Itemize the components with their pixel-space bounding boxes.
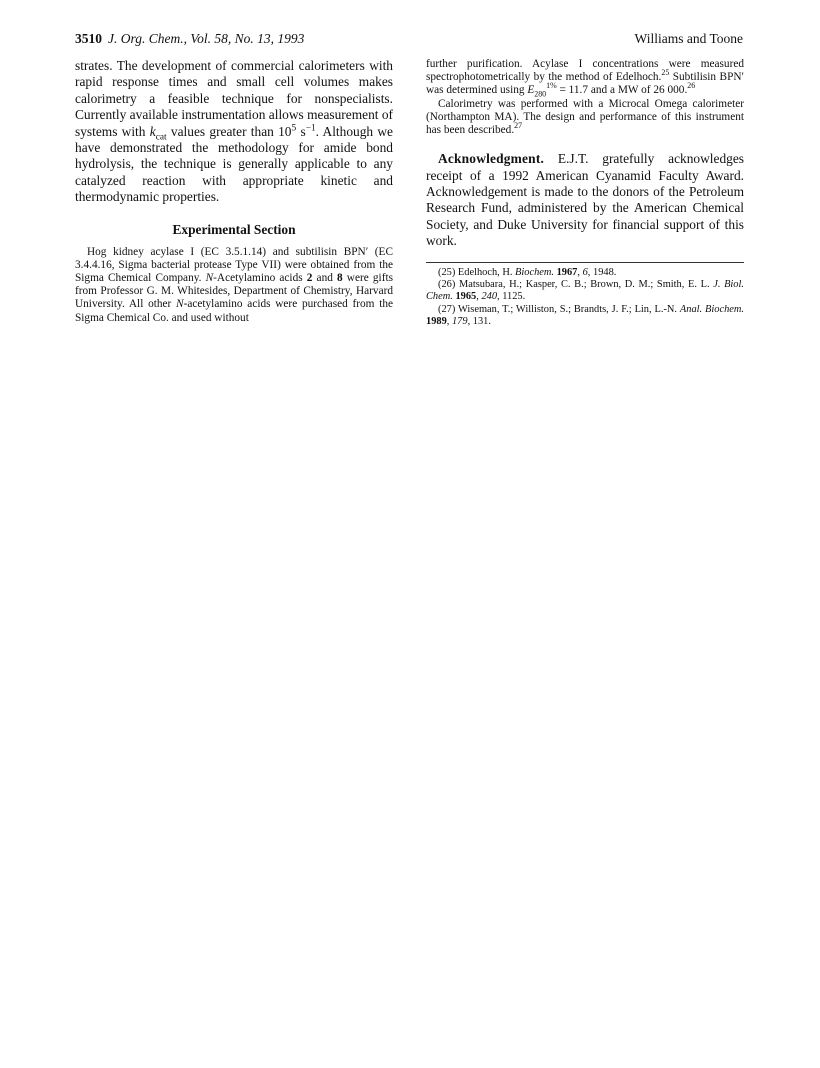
text-run: Hog kidney acylase I (EC 3.5.1.14) and subtilisin BPN′ (EC 3.4.4.16, Sigma bacterial protease Type VII) were obtained from the Sigma Chemical Company. — [75, 245, 393, 285]
footnote-volume: 6 — [582, 266, 588, 278]
text-run: E.J.T. gratefully acknowledges receipt of a 1992 American Cyanamid Faculty Award. Acknowledgement is made to the donors of the Petroleum Research Fund, administered by the American Chemical Society, and Duke University for financial support of this work. — [426, 151, 744, 249]
header-left — [75, 31, 304, 47]
text-run: Subtilisin BPN′ was determined using — [426, 71, 744, 97]
italic-n: N — [205, 272, 214, 285]
footnote-journal: Biochem. — [515, 266, 554, 278]
text-run: -Acetylamino acids — [213, 272, 307, 285]
text-run: , — [446, 316, 452, 328]
compound-number: 8 — [337, 272, 343, 285]
text-run: values greater than 10 — [166, 123, 292, 139]
footnote — [426, 279, 744, 304]
exponent: 5 — [291, 123, 297, 134]
footnote — [426, 267, 744, 279]
right-column — [426, 58, 744, 329]
text-run: further purification. Acylase I concentrations were measured spectrophotometrically by the method of Edelhoch. — [426, 58, 744, 84]
footnotes — [426, 267, 744, 329]
reference-marker: 27 — [514, 121, 523, 131]
text-run: and — [312, 272, 338, 285]
footnote-year: 1965 — [452, 291, 477, 303]
kcat-subscript: cat — [155, 132, 167, 143]
extinction-symbol: E — [527, 84, 535, 97]
experimental-continuation-paragraph — [426, 58, 744, 98]
reference-marker: 25 — [661, 68, 670, 78]
text-run: , — [577, 266, 583, 278]
footnote-pages: , 1948. — [587, 266, 617, 278]
text-run: were gifts from Professor G. M. Whitesides, Department of Chemistry, Harvard University. All other — [75, 272, 393, 311]
text-run: , — [476, 291, 482, 303]
acknowledgment-paragraph — [426, 151, 744, 249]
calorimetry-paragraph — [426, 98, 744, 138]
footnote-journal: Anal. Biochem. — [679, 303, 744, 315]
footnote-pages: , 131. — [467, 316, 491, 328]
footnote-divider — [426, 262, 744, 263]
footnote-journal: J. Biol. Chem. — [426, 279, 744, 303]
header-authors: Williams and Toone — [634, 31, 743, 46]
section-heading: Experimental Section — [172, 221, 296, 237]
text-run: s — [296, 123, 306, 139]
compound-number: 2 — [306, 272, 313, 285]
footnote-year: 1989 — [426, 316, 447, 328]
footnote-year: 1967 — [554, 266, 578, 278]
footnote — [426, 304, 744, 329]
reference-marker: 26 — [687, 81, 696, 91]
exponent: −1 — [305, 123, 316, 134]
kcat-symbol: k — [149, 123, 156, 139]
footnote-authors: (25) Edelhoch, H. — [438, 266, 516, 278]
text-run: strates. The development of commercial calorimeters with rapid response times and small cell volumes makes calorimetry a feasible technique for nonspecialists. Currently available instrumentation allows measurement of systems with — [75, 58, 393, 139]
journal-citation: J. Org. Chem., Vol. 58, No. 13, 1993 — [108, 31, 305, 46]
text-run: -acetylamino acids were purchased from the Sigma Chemical Co. and used without — [75, 298, 393, 324]
running-header — [75, 31, 743, 49]
extinction-subscript: 280 — [534, 89, 547, 99]
left-column — [75, 58, 393, 325]
italic-n: N — [176, 298, 184, 311]
footnote-pages: , 1125. — [497, 291, 526, 303]
intro-continuation-paragraph — [75, 58, 393, 206]
page-number: 3510 — [75, 31, 102, 46]
footnote-volume: 179 — [451, 316, 468, 328]
footnote-volume: 240 — [481, 291, 498, 303]
text-run: = 11.7 and a MW of 26 000. — [556, 84, 688, 97]
experimental-paragraph — [75, 246, 393, 325]
acknowledgment-heading: Acknowledgment. — [438, 151, 545, 167]
footnote-authors: (26) Matsubara, H.; Kasper, C. B.; Brown, D. M.; Smith, E. L. — [438, 279, 714, 291]
text-run: . Although we have demonstrated the methodology for amide bond hydrolysis, the technique is generally applicable to any catalyzed reaction with appropriate kinetic and thermodynamic properties. — [75, 123, 394, 205]
extinction-superscript: 1% — [546, 81, 557, 91]
text-run: Calorimetry was performed with a Microcal Omega calorimeter (Northampton MA). The design and performance of this instrument has been described. — [426, 97, 744, 137]
footnote-authors: (27) Wiseman, T.; Williston, S.; Brandts, J. F.; Lin, L.-N. — [438, 303, 680, 315]
